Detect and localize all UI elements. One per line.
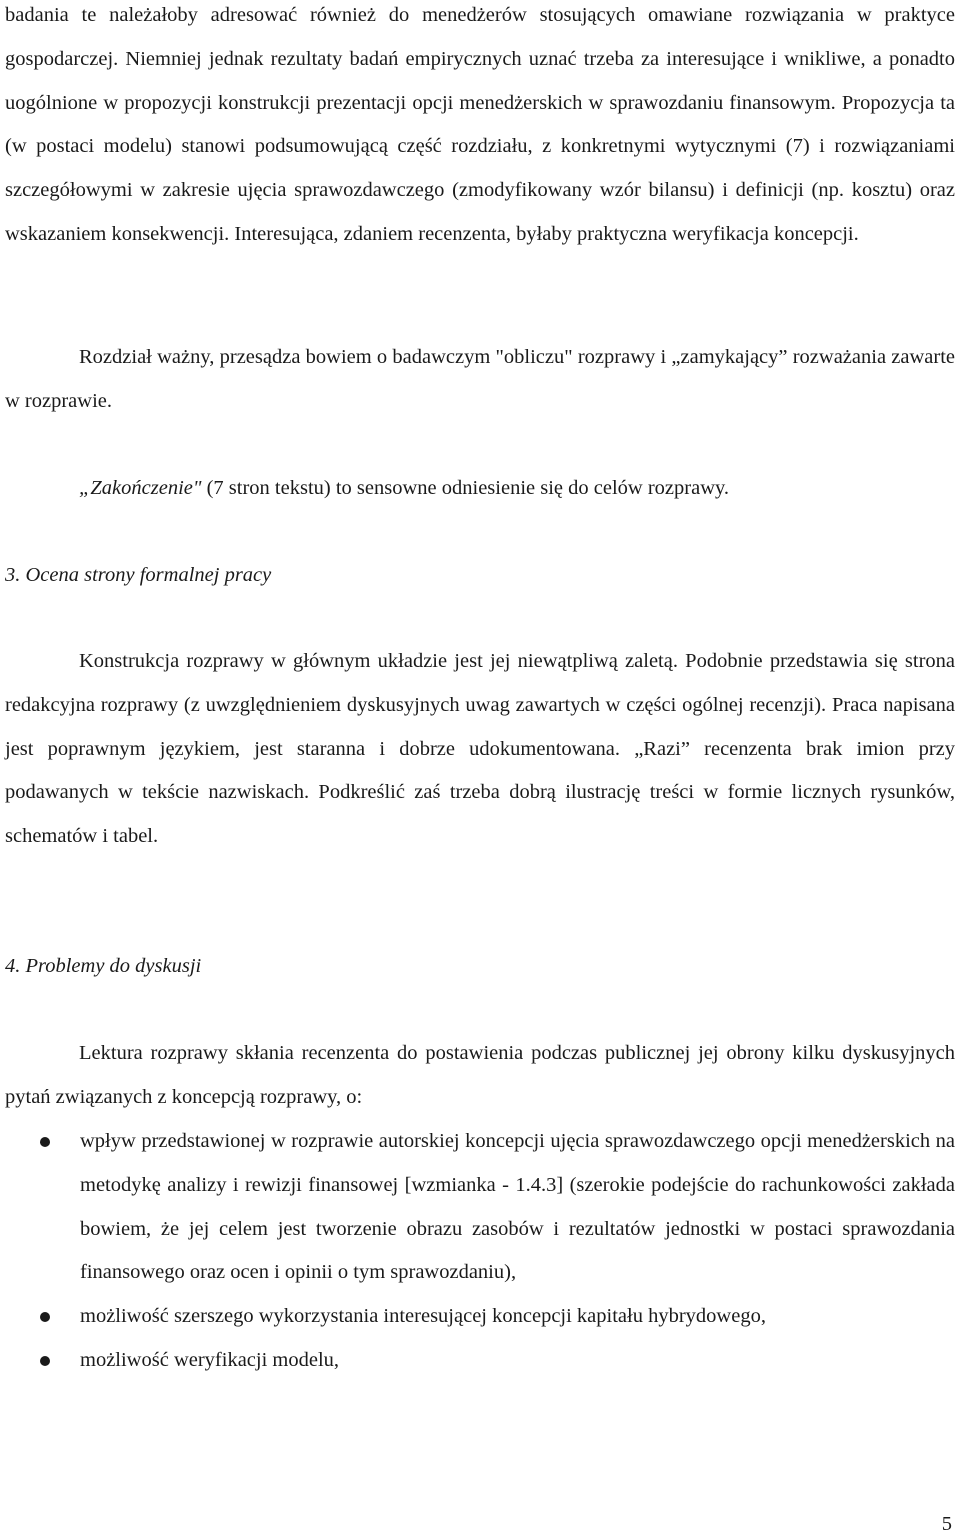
discussion-list	[5, 1120, 955, 1383]
list-item	[5, 1120, 955, 1295]
conclusion-title: „Zakończenie"	[79, 477, 202, 499]
paragraph-formal-assessment: Konstrukcja rozprawy w głównym układzie jest jej niewątpliwą zaletą. Podobnie przedstawia się strona redakcyjna rozprawy (z uwzględnieniem dyskusyjnych uwag zawartych w części ogólnej recenzji). Praca napisana jest poprawnym językiem, jest staranna i dobrze udokumentowana. „Razi” recenzenta brak imion przy podawanych w tekście nazwiskach. Podkreślić zaś trzeba dobrą ilustrację treści w formie licznych rysunków, schematów i tabel.	[5, 650, 955, 848]
list-item-text: możliwość weryfikacji modelu,	[80, 1348, 340, 1371]
paragraph-discussion-intro: Lektura rozprawy skłania recenzenta do postawienia podczas publicznej jej obrony kilku dyskusyjnych pytań związanych z koncepcją rozprawy, o:	[5, 1042, 955, 1108]
list-item	[5, 1295, 955, 1339]
paragraph-chapter-summary: badania te należałoby adresować również do menedżerów stosujących omawiane rozwiązania w praktyce gospodarczej. Niemniej jednak rezultaty badań empirycznych uznać trzeba za interesujące i wnikliwe, a ponadto uogólnione w propozycji konstrukcji prezentacji opcji menedżerskich w sprawozdaniu finansowym. Propozycja ta (w postaci modelu) stanowi podsumowującą część rozdziału, z konkretnymi wytycznymi (7) i rozwiązaniami szczegółowymi w zakresie ujęcia sprawozdawczego (zmodyfikowany wzór bilansu) i definicji (np. kosztu) oraz wskazaniem konsekwencji. Interesująca, zdaniem recenzenta, byłaby praktyczna weryfikacja koncepcji.	[5, 4, 955, 245]
bullet-icon	[40, 1356, 50, 1366]
conclusion-text: (7 stron tekstu) to sensowne odniesienie się do celów rozprawy.	[201, 477, 730, 499]
page-number: 5	[941, 1513, 952, 1535]
list-item-text: możliwość szerszego wykorzystania interesującej koncepcji kapitału hybrydowego,	[80, 1305, 766, 1328]
section-heading-discussion: 4. Problemy do dyskusji	[5, 955, 202, 977]
bullet-icon	[40, 1137, 50, 1147]
list-item-text: wpływ przedstawionej w rozprawie autorskiej koncepcji ujęcia sprawozdawczego opcji menedżerskich na metodykę analizy i rewizji finansowej [wzmianka - 1.4.3] (szerokie podejście do rachunkowości zakłada bowiem, że jej celem jest tworzenie obrazu zasobów i rezultatów jednostki w postaci sprawozdania finansowego oraz ocen i opinii o tym sprawozdaniu),	[80, 1130, 955, 1284]
bullet-icon	[40, 1312, 50, 1322]
paragraph-conclusion	[5, 467, 955, 511]
paragraph-chapter-importance: Rozdział ważny, przesądza bowiem o badawczym "obliczu" rozprawy i „zamykający” rozważania zawarte w rozprawie.	[5, 346, 955, 412]
section-heading-formal-assessment: 3. Ocena strony formalnej pracy	[5, 564, 272, 586]
list-item	[5, 1339, 955, 1383]
